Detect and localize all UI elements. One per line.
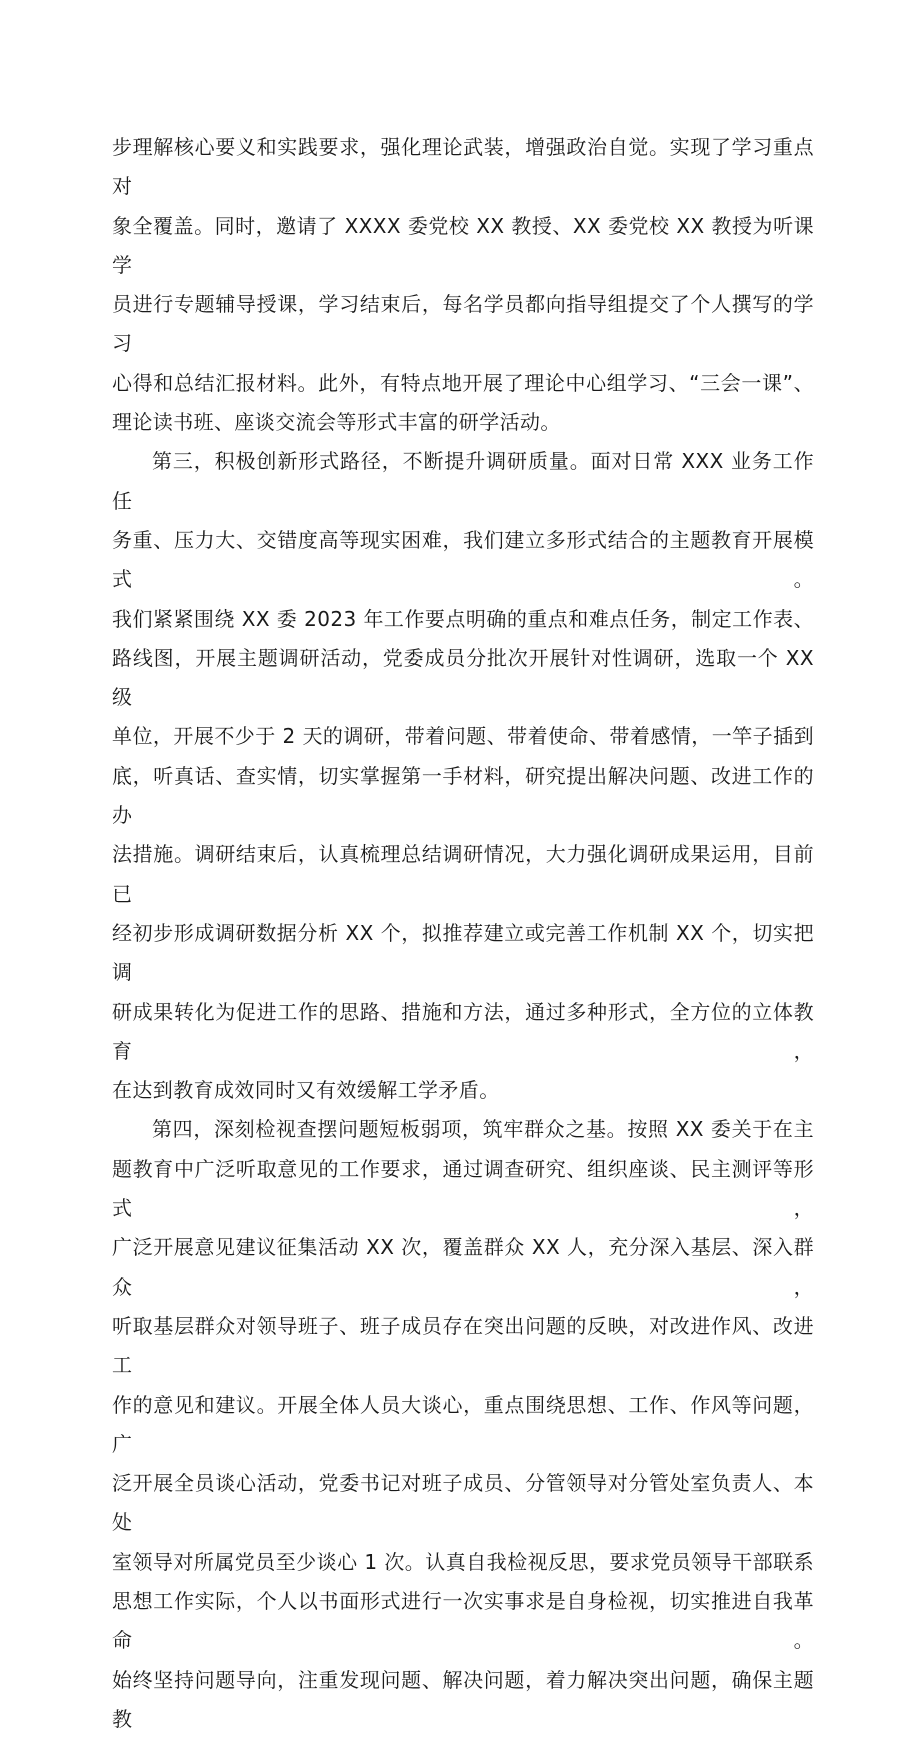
text-line: 听取基层群众对领导班子、班子成员存在突出问题的反映，对改进作风、改进工 [112,1313,814,1378]
paragraph-third [112,442,814,1110]
text-line: 象全覆盖。同时，邀请了 XXXX 委党校 XX 教授、XX 委党校 XX 教授为听课学 [112,213,814,277]
text-line: 我们紧紧围绕 XX 委 2023 年工作要点明确的重点和难点任务，制定工作表、 [112,606,814,631]
text-line: 研成果转化为促进工作的思路、措施和方法，通过多种形式，全方位的立体教育， [112,999,814,1063]
text-line: 心得和总结汇报材料。此外，有特点地开展了理论中心组学习、“三会一课”、 [112,370,814,395]
text-line: 理论读书班、座谈交流会等形式丰富的研学活动。 [112,410,561,435]
text-line: 经初步形成调研数据分析 XX 个，拟推荐建立或完善工作机制 XX 个，切实把调 [112,920,814,985]
paragraph-fourth [112,1110,814,1739]
text-line: 思想工作实际，个人以书面形式进行一次实事求是自身检视，切实推进自我革命。 [112,1588,814,1653]
text-line: 第三，积极创新形式路径，不断提升调研质量。面对日常 XXX 业务工作任 [112,449,814,513]
text-line: 务重、压力大、交错度高等现实困难，我们建立多形式结合的主题教育开展模式。 [112,527,814,592]
paragraph-continuation [112,128,814,442]
text-line: 路线图，开展主题调研活动，党委成员分批次开展针对性调研，选取一个 XX 级 [112,645,814,710]
text-line: 员进行专题辅导授课，学习结束后，每名学员都向指导组提交了个人撰写的学习 [112,292,814,356]
text-line: 底，听真话、查实情，切实掌握第一手材料，研究提出解决问题、改进工作的办 [112,763,814,828]
text-line: 法措施。调研结束后，认真梳理总结调研情况，大力强化调研成果运用，目前已 [112,842,814,906]
text-line: 第四，深刻检视查摆问题短板弱项，筑牢群众之基。按照 XX 委关于在主 [152,1117,814,1142]
text-line: 泛开展全员谈心活动，党委书记对班子成员、分管领导对分管处室负责人、本处 [112,1471,814,1535]
text-line: 作的意见和建议。开展全体人员大谈心，重点围绕思想、工作、作风等问题，广 [112,1392,814,1456]
text-line: 在达到教育成效同时又有效缓解工学矛盾。 [112,1078,500,1103]
document-body [112,128,814,1739]
text-line: 始终坚持问题导向，注重发现问题、解决问题，着力解决突出问题，确保主题教 [112,1667,814,1731]
text-line: 室领导对所属党员至少谈心 1 次。认真自我检视反思，要求党员领导干部联系 [112,1549,814,1574]
text-line: 题教育中广泛听取意见的工作要求，通过调查研究、组织座谈、民主测评等形式， [112,1156,814,1221]
text-line: 单位，开展不少于 2 天的调研，带着问题、带着使命、带着感情，一竿子插到 [112,724,814,749]
text-line: 步理解核心要义和实践要求，强化理论武装，增强政治自觉。实现了学习重点对 [112,135,814,199]
text-line: 广泛开展意见建议征集活动 XX 次，覆盖群众 XX 人，充分深入基层、深入群众， [112,1235,814,1299]
